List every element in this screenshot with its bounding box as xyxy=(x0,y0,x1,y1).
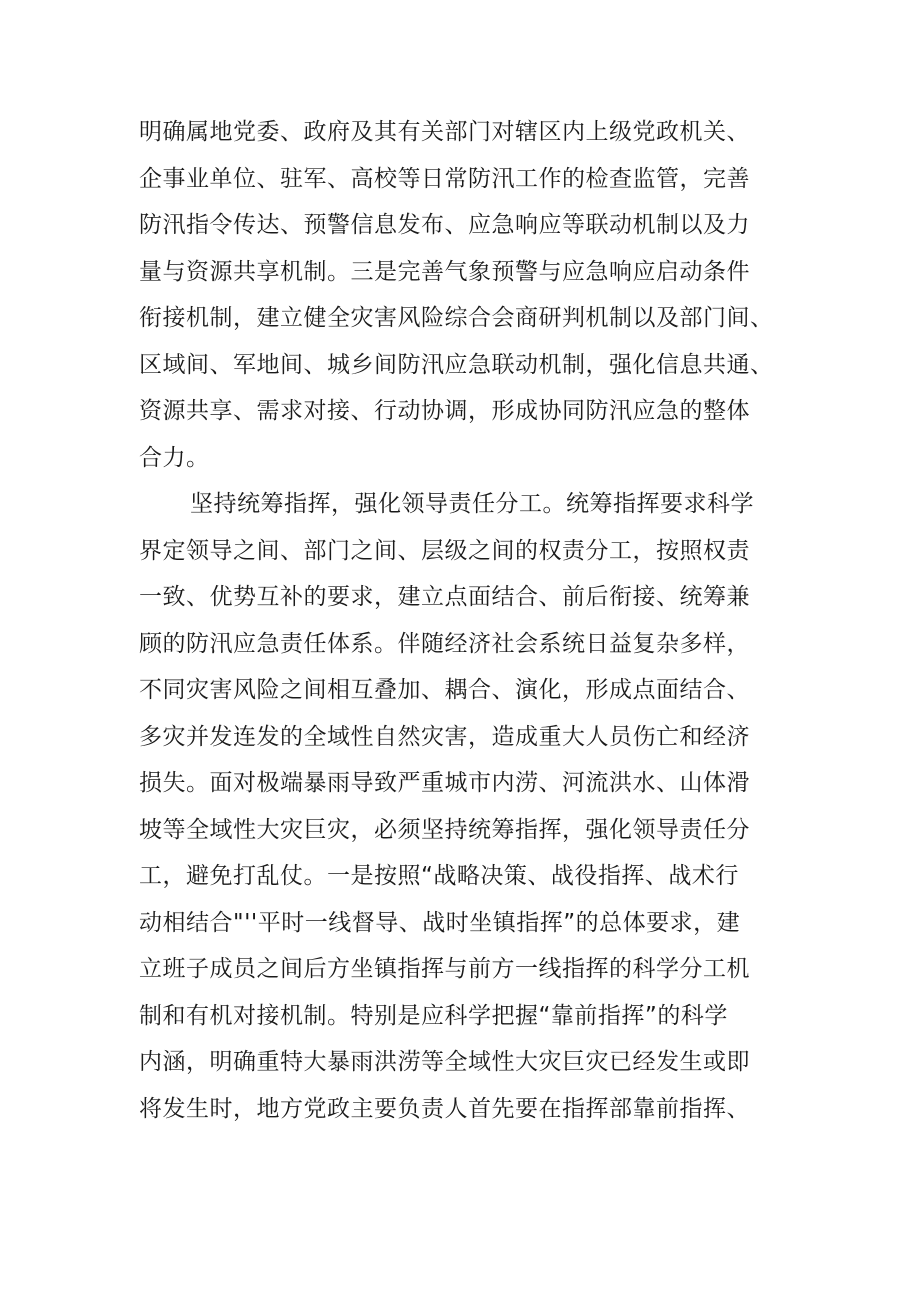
text-line: 立班子成员之间后方坐镇指挥与前方一线指挥的科学分工机 xyxy=(139,956,750,982)
text-line: 企事业单位、驻军、高校等日常防汛工作的检查监管，完善 xyxy=(139,165,750,192)
text-line: 防汛指令传达、预警信息发布、应急响应等联动机制以及力 xyxy=(139,212,750,238)
body-text xyxy=(139,109,789,1132)
text-line: 衔接机制，建立健全灾害风险综合会商研判机制以及部门间、 xyxy=(139,305,774,331)
text-line: 顾的防汛应急责任体系。伴随经济社会系统日益复杂多样， xyxy=(139,630,750,657)
text-line: 合力。 xyxy=(139,444,210,471)
text-line: 动相结合"''平时一线督导、战时坐镇指挥”的总体要求，建 xyxy=(139,909,741,936)
text-line: 界定领导之间、部门之间、层级之间的权责分工，按照权责 xyxy=(139,537,750,564)
text-line: 工，避免打乱仗。一是按照“战略决策、战役指挥、战术行 xyxy=(139,863,739,889)
text-line: 区域间、军地间、城乡间防汛应急联动机制，强化信息共通、 xyxy=(139,351,774,378)
text-line: 资源共享、需求对接、行动协调，形成协同防汛应急的整体 xyxy=(139,398,750,424)
text-line: 量与资源共享机制。三是完善气象预警与应急响应启动条件 xyxy=(139,258,750,285)
text-line: 不同灾害风险之间相互叠加、耦合、演化，形成点面结合、 xyxy=(139,677,750,703)
text-line: 坡等全域性大灾巨灾，必须坚持统筹指挥，强化领导责任分 xyxy=(139,816,750,843)
paragraph-start-line: 坚持统筹指挥，强化领导责任分工。统筹指挥要求科学 xyxy=(190,491,754,517)
text-line: 内涵，明确重特大暴雨洪涝等全域性大灾巨灾已经发生或即 xyxy=(139,1049,750,1075)
text-line: 制和有机对接机制。特别是应科学把握“靠前指挥”的科学 xyxy=(139,1002,728,1029)
text-line: 一致、优势互补的要求，建立点面结合、前后衔接、统筹兼 xyxy=(139,584,750,610)
text-line: 多灾并发连发的全域性自然灾害，造成重大人员伤亡和经济 xyxy=(139,723,750,750)
text-line: 将发生时，地方党政主要负责人首先要在指挥部靠前指挥、 xyxy=(139,1095,750,1122)
text-line: 损失。面对极端暴雨导致严重城市内涝、河流洪水、山体滑 xyxy=(139,770,750,796)
text-line: 明确属地党委、政府及其有关部门对辖区内上级党政机关、 xyxy=(139,119,750,145)
